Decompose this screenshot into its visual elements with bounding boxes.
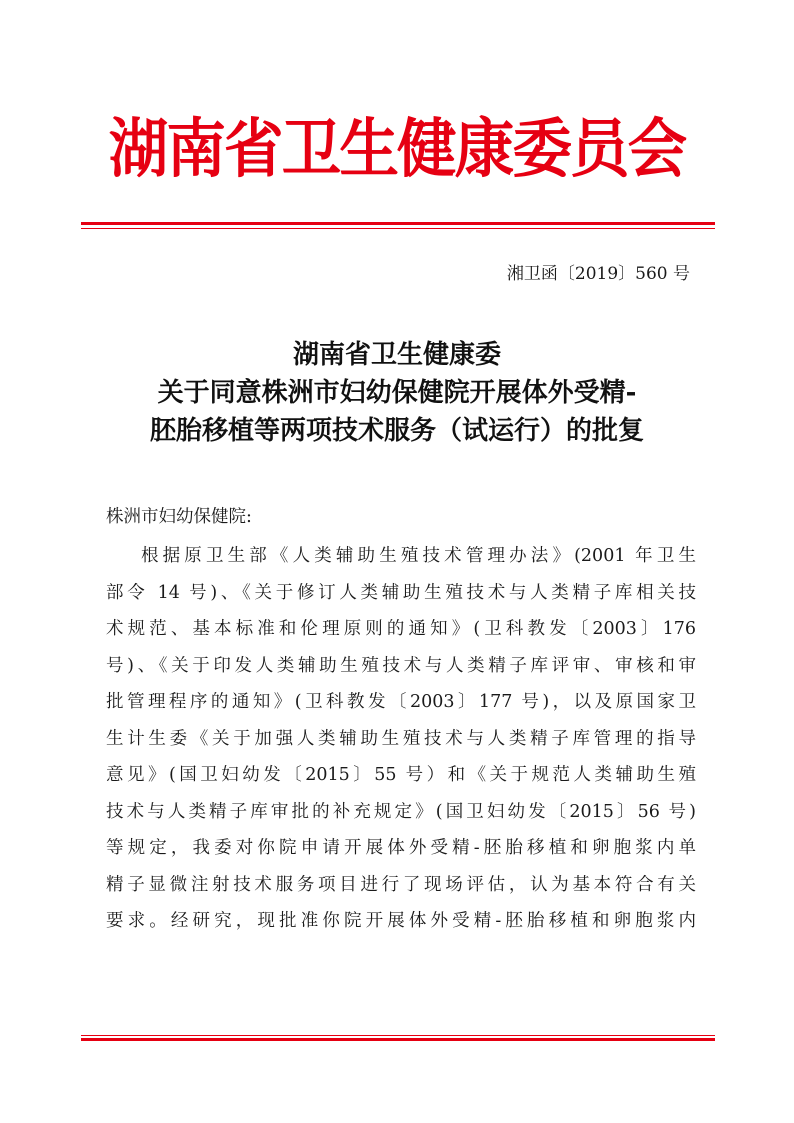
document-number: 湘卫函〔2019〕560 号: [506, 264, 690, 284]
header-divider-thin: [81, 228, 715, 229]
title-line: 胚胎移植等两项技术服务（试运行）的批复: [149, 416, 644, 446]
body-line: 意见》(国卫妇幼发〔2015〕55 号）和《关于规范人类辅助生殖: [106, 765, 696, 785]
body-line: 根据原卫生部《人类辅助生殖技术管理办法》(2001 年卫生: [141, 546, 696, 566]
footer-divider-thin: [81, 1035, 715, 1036]
footer-divider-thick: [81, 1038, 715, 1041]
document-title: [60, 336, 734, 450]
body-line: 精子显微注射技术服务项目进行了现场评估，认为基本符合有关: [106, 874, 696, 895]
body-line: 技术与人类精子库审批的补充规定》(国卫妇幼发〔2015〕56 号): [106, 801, 696, 822]
body-line: 等规定，我委对你院申请开展体外受精-胚胎移植和卵胞浆内单: [106, 838, 696, 858]
body-line: 批管理程序的通知》(卫科教发〔2003〕177 号)，以及原国家卫: [106, 692, 696, 712]
title-line: 湖南省卫生健康委: [292, 340, 501, 370]
salutation: 株洲市妇幼保健院:: [106, 507, 252, 527]
body-line: 要求。经研究，现批准你院开展体外受精-胚胎移植和卵胞浆内: [106, 911, 696, 931]
header-divider-thick: [81, 222, 715, 225]
body-line: 生计生委《关于加强人类辅助生殖技术与人类精子库管理的指导: [106, 728, 696, 749]
body-line: 部令 14 号)、《关于修订人类辅助生殖技术与人类精子库相关技: [106, 582, 696, 603]
body-paragraph: [106, 538, 696, 940]
body-line: 术规范、基本标准和伦理原则的通知》(卫科教发〔2003〕176: [106, 619, 696, 639]
title-line: 关于同意株洲市妇幼保健院开展体外受精-: [157, 378, 637, 408]
body-line: 号)、《关于印发人类辅助生殖技术与人类精子库评审、审核和审: [106, 655, 696, 676]
masthead-title: 湖南省卫生健康委员会: [108, 112, 686, 187]
